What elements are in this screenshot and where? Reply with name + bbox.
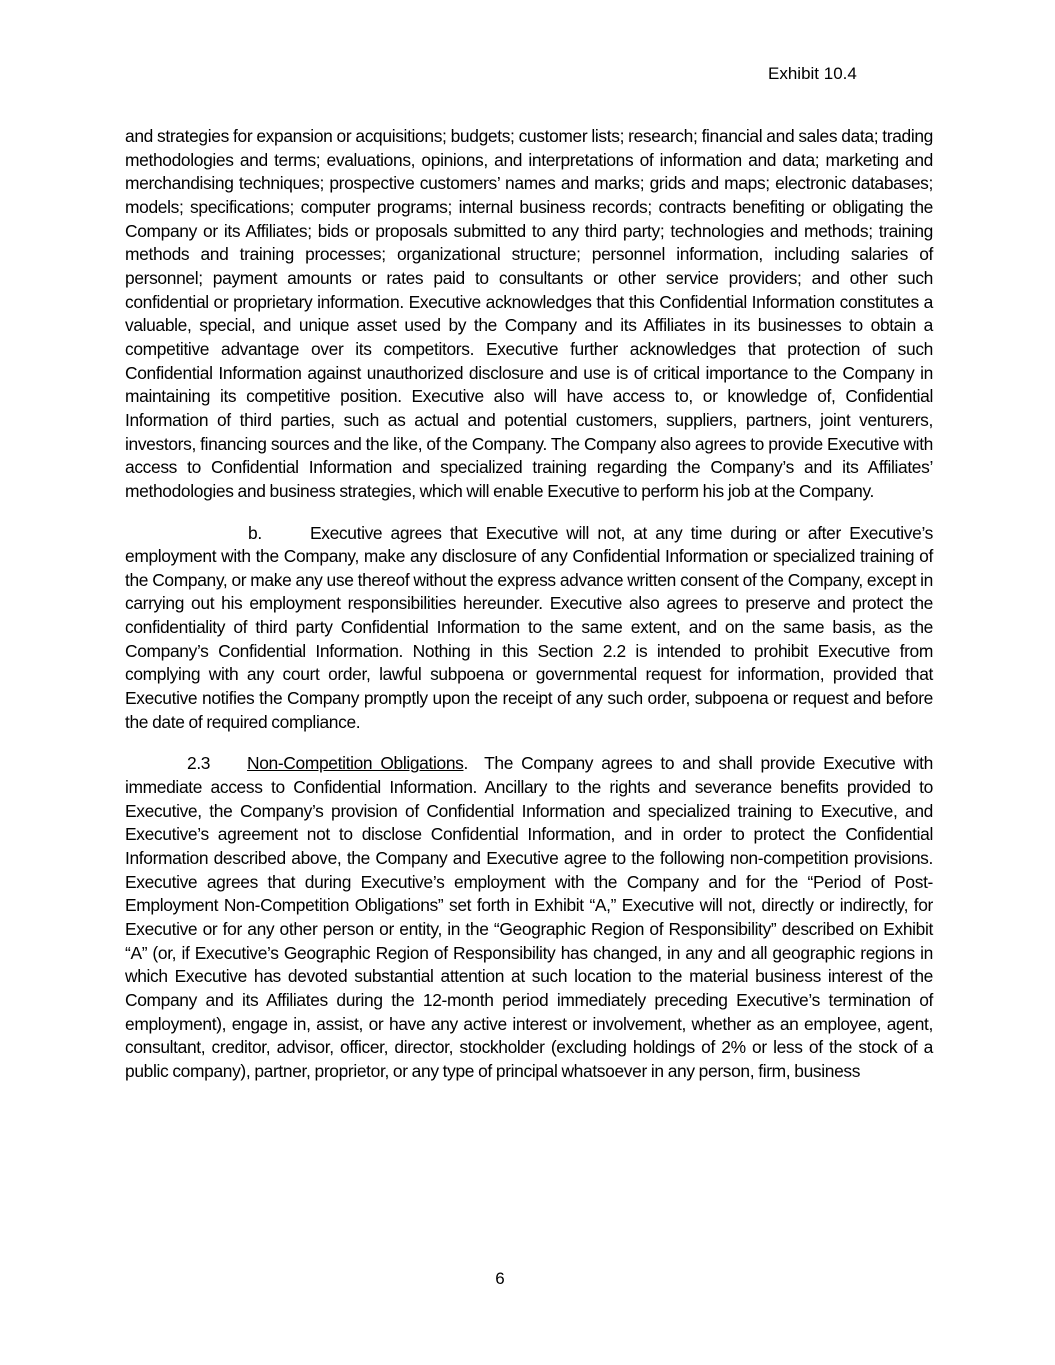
section-2-3-paragraph: [125, 752, 933, 1083]
continuation-paragraph: and strategies for expansion or acquisitions; budgets; customer lists; research; financial and sales data; trading methodologies and terms; evaluations, opinions, and interpretations of information and data; marketing and merchandising techniques; prospective customers’ names and marks; grids and maps; electronic databases; models; specifications; computer programs; internal business records; contracts benefiting or obligating the Company or its Affiliates; bids or proposals submitted to any third party; technologies and methods; training methods and training processes; organizational structure; personnel information, including salaries of personnel; payment amounts or rates paid to consultants or other service providers; and other such confidential or proprietary information. Executive acknowledges that this Confidential Information constitutes a valuable, special, and unique asset used by the Company and its Affiliates in its businesses to obtain a competitive advantage over its competitors. Executive further acknowledges that protection of such Confidential Information against unauthorized disclosure and use is of critical importance to the Company in maintaining its competitive position. Executive also will have access to, or knowledge of, Confidential Information of third parties, such as actual and potential customers, suppliers, partners, joint venturers, investors, financing sources and the like, of the Company. The Company also agrees to provide Executive with access to Confidential Information and specialized training regarding the Company’s and its Affiliates’ methodologies and business strategies, which will enable Executive to perform his job at the Company.: [125, 126, 933, 501]
section-number: 2.3: [187, 753, 211, 774]
section-title: Non-Competition Obligations: [247, 753, 464, 774]
section-text: The Company agrees to and shall provide Executive with immediate access to Confidential Information. Ancillary to the rights and severance benefits provided to Executive, the Company’s provision of Confidential Information and specialized training to Executive, and Executive’s agreement not to disclose Confidential Information, and in order to protect the Confidential Information described above, the Company and Executive agree to the following non-competition provisions. Executive agrees that during Executive’s employment with the Company and for the “Period of Post-Employment Non-Competition Obligations” set forth in Exhibit “A,” Executive will not, directly or indirectly, for Executive or for any other person or entity, in the “Geographic Region of Responsibility” described on Exhibit “A” (or, if Executive’s Geographic Region of Responsibility has changed, in any and all geographic regions in which Executive has devoted substantial attention at such location to the material business interest of the Company and its Affiliates during the 12-month period immediately preceding Executive’s termination of employment), engage in, assist, or have any active interest or involvement, whether as an employee, agent, consultant, creditor, advisor, officer, director, stockholder (excluding holdings of 2% or less of the stock of a public company), partner, proprietor, or any type of principal whatsoever in any person, firm, business: [125, 753, 933, 1081]
page-number: 6: [495, 1269, 505, 1288]
exhibit-label: Exhibit 10.4: [768, 64, 857, 83]
document-body: [125, 125, 933, 1102]
paragraph-b: [125, 522, 933, 735]
section-title-period: .: [463, 753, 468, 774]
paragraph-b-text: Executive agrees that Executive will not, at any time during or after Executive’s employment with the Company, make any disclosure of any Confidential Information or specialized training of the Company, or make any use thereof without the express advance written consent of the Company, except in carrying out his employment responsibilities hereunder. Executive also agrees to preserve and protect the confidentiality of third party Confidential Information to the same extent, and on the same basis, as the Company’s Confidential Information. Nothing in this Section 2.2 is intended to prohibit Executive from complying with any court order, lawful subpoena or governmental request for information, provided that Executive notifies the Company promptly upon the receipt of any such order, subpoena or request and before the date of required compliance.: [125, 522, 933, 732]
paragraph-b-label: b.: [248, 522, 262, 543]
